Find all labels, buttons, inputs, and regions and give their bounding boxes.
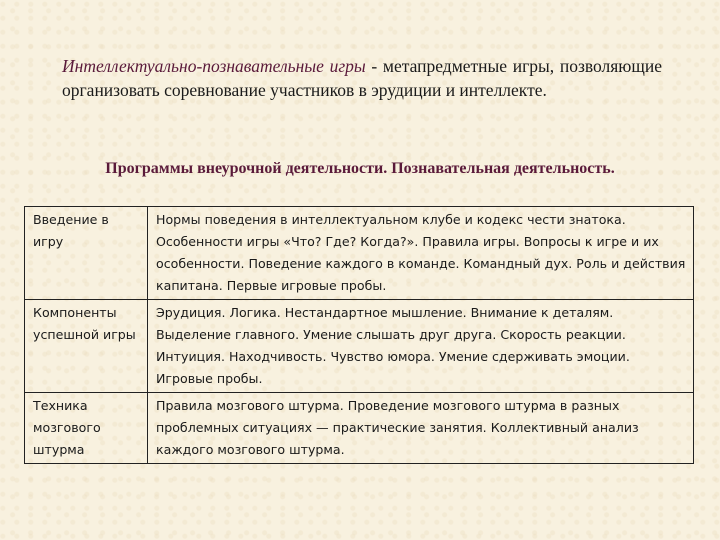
- table-row: [25, 300, 694, 393]
- intro-text: - метапредметные игры, позволяющие организовать соревнование участников в эрудиции и интеллекте.: [62, 56, 662, 100]
- topic-cell: Техника мозгового штурма: [25, 393, 148, 464]
- content-cell: Нормы поведения в интеллектуальном клубе и кодекс чести знатока. Особенности игры «Что? Где? Когда?». Правила игры. Вопросы к игре и их особенности. Поведение каждого в команде. Командный дух. Роль и действия капитана. Первые игровые пробы.: [148, 207, 694, 300]
- content-cell: Эрудиция. Логика. Нестандартное мышление. Внимание к деталям. Выделение главного. Умение слышать друг друга. Скорость реакции. Интуиция. Находчивость. Чувство юмора. Умение сдерживать эмоции. Игровые пробы.: [148, 300, 694, 393]
- section-heading: Программы внеурочной деятельности. Познавательная деятельность.: [105, 160, 615, 177]
- program-table: [24, 206, 694, 464]
- topic-cell: Компоненты успешной игры: [25, 300, 148, 393]
- table-row: [25, 393, 694, 464]
- intro-paragraph: [62, 54, 662, 102]
- table-row: [25, 207, 694, 300]
- topic-cell: Введение в игру: [25, 207, 148, 300]
- content-cell: Правила мозгового штурма. Проведение мозгового штурма в разных проблемных ситуациях — практические занятия. Коллективный анализ каждого мозгового штурма.: [148, 393, 694, 464]
- intro-term: Интеллектуально-познавательные игры: [62, 56, 366, 76]
